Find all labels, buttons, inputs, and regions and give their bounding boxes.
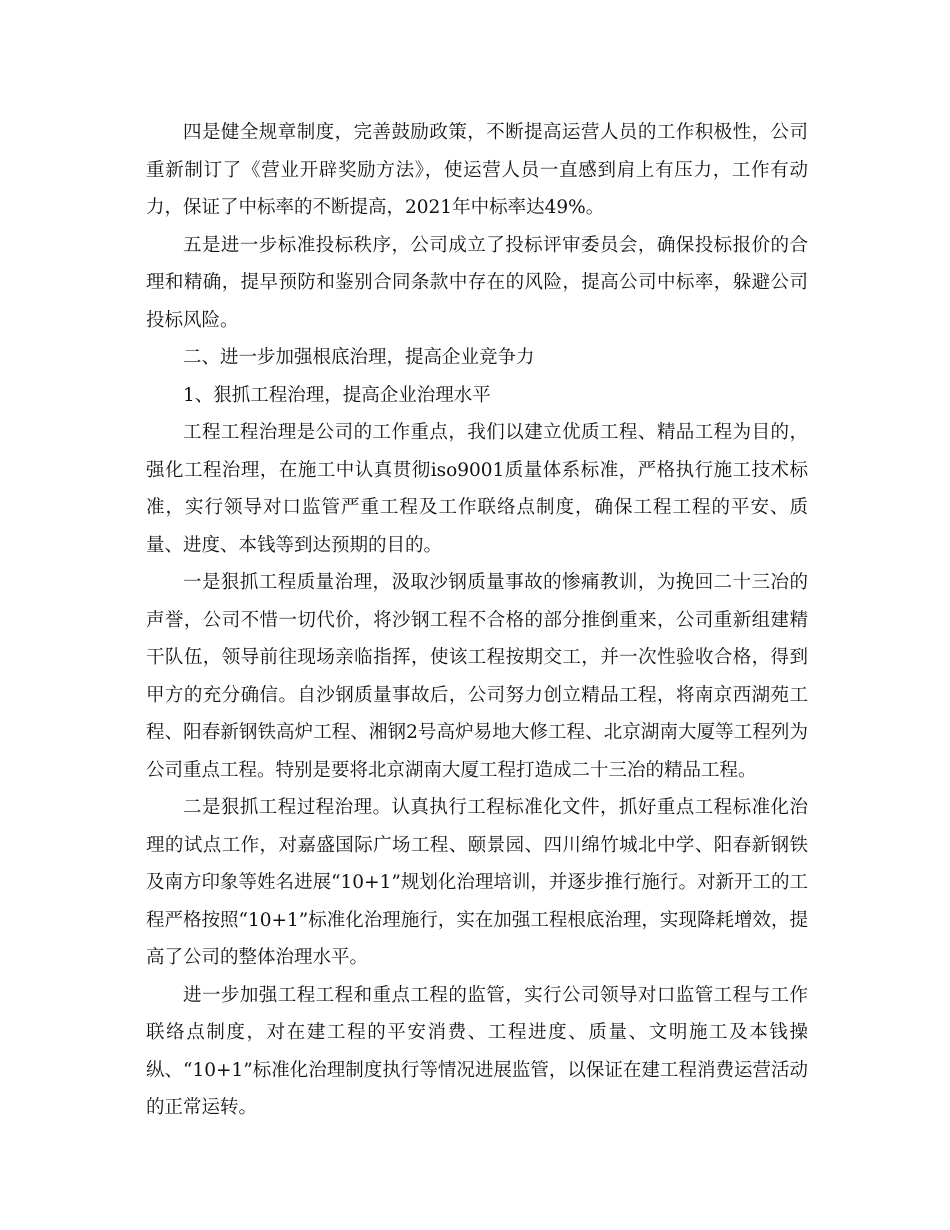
document-body bbox=[146, 114, 808, 1127]
paragraph-2: 五是进一步标准投标秩序，公司成立了投标评审委员会，确保投标报价的合理和精确，提早预防和鉴别合同条款中存在的风险，提高公司中标率，躲避公司投标风险。 bbox=[146, 234, 808, 331]
paragraph-8: 进一步加强工程工程和重点工程的监管，实行公司领导对口监管工程与工作联络点制度，对在建工程的平安消费、工程进度、质量、文明施工及本钱操纵、“10+1”标准化治理制度执行等情况进展监管，以保证在建工程消费运营活动的正常运转。 bbox=[146, 984, 808, 1118]
paragraph-1: 四是健全规章制度，完善鼓励政策，不断提高运营人员的工作积极性，公司重新制订了《营业开辟奖励方法》，使运营人员一直感到肩上有压力，工作有动力，保证了中标率的不断提高，2021年中标率达49%。 bbox=[146, 122, 808, 218]
section-heading: 二、进一步加强根底治理，提高企业竞争力 bbox=[183, 347, 535, 368]
paragraph-7: 二是狠抓工程过程治理。认真执行工程标准化文件，抓好重点工程标准化治理的试点工作，对嘉盛国际广场工程、颐景园、四川绵竹城北中学、阳春新钢铁及南方印象等姓名进展“10+1”规划化治理培训，并逐步推行施行。对新开工的工程严格按照“10+1”标准化治理施行，实在加强工程根底治理，实现降耗增效，提高了公司的整体治理水平。 bbox=[146, 797, 808, 968]
paragraph-6: 一是狠抓工程质量治理，汲取沙钢质量事故的惨痛教训，为挽回二十三冶的声誉，公司不惜一切代价，将沙钢工程不合格的部分推倒重来，公司重新组建精干队伍，领导前往现场亲临指挥，使该工程按期交工，并一次性验收合格，得到甲方的充分确信。自沙钢质量事故后，公司努力创立精品工程，将南京西湖苑工程、阳春新钢铁高炉工程、湘钢2号高炉易地大修工程、北京湖南大厦等工程列为公司重点工程。特别是要将北京湖南大厦工程打造成二十三冶的精品工程。 bbox=[146, 572, 808, 781]
subsection-heading: 1、狠抓工程治理，提高企业治理水平 bbox=[183, 384, 491, 406]
paragraph-5: 工程工程治理是公司的工作重点，我们以建立优质工程、精品工程为目的，强化工程治理，在施工中认真贯彻iso9001质量体系标准，严格执行施工技术标准，实行领导对口监管严重工程及工作联络点制度，确保工程工程的平安、质量、进度、本钱等到达预期的目的。 bbox=[146, 422, 808, 556]
